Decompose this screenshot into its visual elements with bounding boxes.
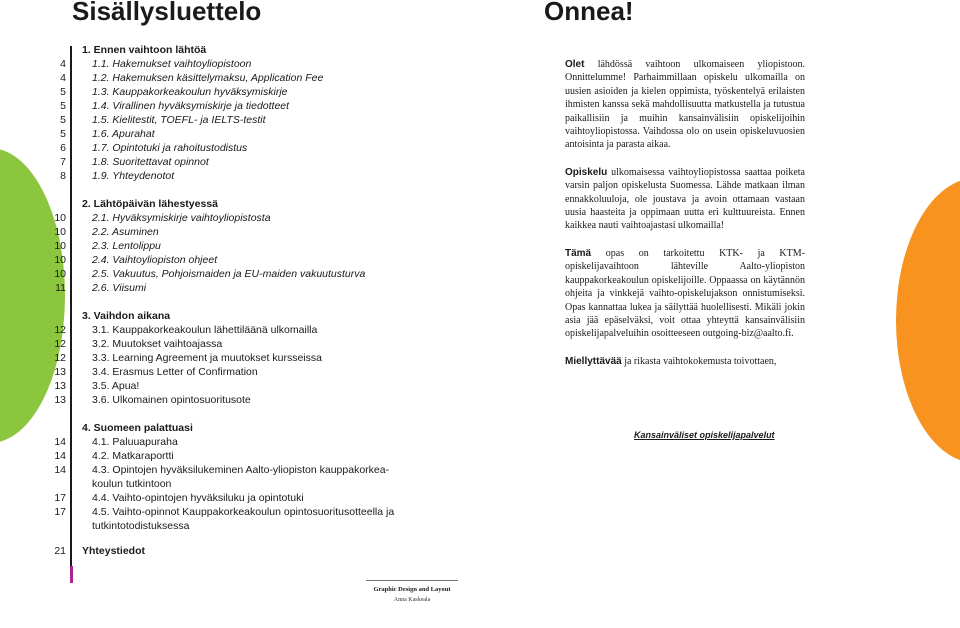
toc-page-number: 10 [54,226,66,238]
signature: Kansainväliset opiskelijapalvelut [634,430,775,440]
toc-page-number: 11 [55,282,66,294]
intro-paragraph-2 [565,166,805,233]
toc-label: 1.5. Kielitestit, TOEFL- ja IELTS-testit [92,114,266,126]
toc-label: 2.1. Hyväksymiskirje vaihtoyliopistosta [92,212,271,224]
toc-entry[interactable] [0,85,520,99]
toc-entry[interactable] [0,337,520,351]
toc-page-number: 8 [60,170,66,182]
toc-label: 1. Ennen vaihtoon lähtöä [82,44,207,56]
toc-page-number: 13 [54,394,66,406]
toc-page-number: 21 [54,545,66,557]
toc-entry[interactable] [0,365,520,379]
toc-label: 3.2. Muutokset vaihtoajassa [92,338,223,350]
intro-paragraph-3 [565,247,805,341]
credits-divider [366,580,458,581]
toc-label: 4.4. Vaihto-opintojen hyväksiluku ja opintotuki [92,492,304,504]
toc-entry[interactable] [0,127,520,141]
toc-entry[interactable] [0,323,520,337]
toc-page-number: 10 [54,240,66,252]
toc-section[interactable] [0,197,520,211]
toc-label: 1.6. Apurahat [92,128,155,140]
toc-page-number: 7 [60,156,66,168]
toc-entry[interactable] [0,225,520,239]
toc-label: 2.5. Vakuutus, Pohjoismaiden ja EU-maiden vakuutusturva [92,268,366,280]
page-title-congrats: Onnea! [544,0,634,26]
toc-entry[interactable] [0,211,520,225]
intro-lead-3: Tämä [565,247,592,259]
toc-label: 2. Lähtöpäivän lähestyessä [82,198,218,210]
toc-label: 4.1. Paluuapuraha [92,436,178,448]
toc-page-number: 4 [60,58,66,70]
toc-page-number: 4 [60,72,66,84]
toc-section[interactable] [0,544,520,558]
toc-page-number: 10 [54,254,66,266]
toc-section[interactable] [0,421,520,435]
toc-entry[interactable] [0,155,520,169]
credits-name: Anna Kaskeala [393,597,431,603]
intro-paragraph-4 [565,355,805,368]
toc-entry[interactable] [0,281,520,295]
toc-label: 1.9. Yhteydenotot [92,170,175,182]
toc-label: 1.8. Suoritettavat opinnot [92,156,209,168]
toc-entry[interactable] [0,435,520,449]
toc-entry[interactable] [0,267,520,281]
toc-entry[interactable] [0,253,520,267]
toc-label: 2.3. Lentolippu [92,240,161,252]
toc-page-number: 14 [54,464,66,476]
toc-entry[interactable] [0,57,520,71]
toc-entry[interactable] [0,141,520,155]
toc-entry[interactable] [0,113,520,127]
toc-page-number: 6 [60,142,66,154]
intro-body-3: opas on tarkoitettu KTK- ja KTM-opiskelijavaihtoon lähteville Aalto-yliopiston kauppakorkeakoulun opiskelijoille. Oppaassa on käytännön ohjeita ja vinkkejä vaihto-opiskelujakson onnistumiseksi. Opas kannattaa lukea ja säilyttää huolellisesti. Mikäli jokin asia jää epäselväksi, voit ottaa yhteyttä kansainvälisiin opiskelijapalveluihin osoitteeseen outgoing-biz@aalto.fi. [565,247,805,340]
toc-entry[interactable] [0,477,520,491]
toc-label: koulun tutkintoon [92,478,172,490]
toc-label: tutkintotodistuksessa [92,520,190,532]
toc-label: 4.2. Matkaraportti [92,450,174,462]
intro-lead-4: Miellyttävää [565,355,622,367]
toc-page-number: 13 [54,380,66,392]
intro-lead-1: Olet [565,59,585,70]
toc-page-number: 10 [54,212,66,224]
toc-page-number: 17 [54,492,66,504]
toc-label: 4.3. Opintojen hyväksilukeminen Aalto-yliopiston kauppakorkea- [92,464,390,476]
intro-body-1: lähdössä vaihtoon ulkomaiseen yliopistoon. Onnittelumme! Parhaimmillaan opiskelu ulkomailla on uusien asioiden ja kielen oppimista, työskentelyä erilaisten ihmisten kanssa sekä mahdollisuutta matkustella ja tutustua paikallisiin ja muihin kansainvälisiin opiskelijoihin vaihtoyliopistossa. Vaihdossa olo on usein opiskeluvuosien antoisinta ja parasta aikaa. [565,59,805,151]
toc-page-number: 5 [60,128,66,140]
toc-label: 4. Suomeen palattuasi [82,422,193,434]
toc-entry[interactable] [0,491,520,505]
toc-label: 3. Vaihdon aikana [82,310,171,322]
intro-paragraph-1 [565,58,805,152]
toc-entry[interactable] [0,351,520,365]
toc-label: 3.6. Ulkomainen opintosuoritusote [92,394,251,406]
toc-entry[interactable] [0,463,520,477]
toc-page-number: 12 [54,352,66,364]
toc-label: 1.7. Opintotuki ja rahoitustodistus [92,142,248,154]
decorative-orange-circle [896,178,960,463]
toc-page-number: 10 [54,268,66,280]
accent-bar [70,566,73,583]
toc-entry[interactable] [0,519,520,533]
intro-body-4: ja rikasta vaihtokokemusta toivottaen, [621,355,777,367]
toc-page-number: 17 [54,506,66,518]
toc-entry[interactable] [0,393,520,407]
toc-label: 3.4. Erasmus Letter of Confirmation [92,366,258,378]
toc-entry[interactable] [0,71,520,85]
toc-entry[interactable] [0,449,520,463]
toc-label: 2.6. Viisumi [92,282,147,294]
toc-label: 1.1. Hakemukset vaihtoyliopistoon [92,58,252,70]
toc-page-number: 13 [54,366,66,378]
toc-page-number: 14 [54,450,66,462]
credits-title: Graphic Design and Layout [373,586,451,593]
intro-text [565,58,805,382]
toc-entry[interactable] [0,169,520,183]
toc-page-number: 5 [60,114,66,126]
intro-lead-2: Opiskelu [565,166,608,178]
page-title-contents: Sisällysluettelo [72,0,262,26]
toc-label: 3.1. Kauppakorkeakoulun lähettiläänä ulkomailla [92,324,318,336]
toc-section[interactable] [0,43,520,57]
toc-page-number: 5 [60,100,66,112]
toc-label: 3.3. Learning Agreement ja muutokset kursseissa [92,352,322,364]
toc-label: 3.5. Apua! [92,380,140,392]
toc-label: 4.5. Vaihto-opinnot Kauppakorkeakoulun opintosuoritusotteella ja [92,506,395,518]
toc-page-number: 5 [60,86,66,98]
credits [366,580,458,605]
toc-page-number: 12 [54,338,66,350]
toc-page-number: 12 [54,324,66,336]
toc-entry[interactable] [0,379,520,393]
intro-body-2: ulkomaisessa vaihtoyliopistossa saattaa poiketa varsin paljon opiskelusta Suomessa. Lähde matkaan ilman ennakkoluuloja, ole joustava ja avoin ottamaan vastaan uusia haasteita ja oppimaan uutta eri kulttuureista. Ennen kaikkea nauti vaihtoajastasi ulkomailla! [565,166,805,232]
toc-label: 1.4. Virallinen hyväksymiskirje ja tiedotteet [92,100,290,112]
toc-label: 2.4. Vaihtoyliopiston ohjeet [92,254,218,266]
toc-label: 1.3. Kauppakorkeakoulun hyväksymiskirje [92,86,288,98]
toc-label: 2.2. Asuminen [92,226,159,238]
toc-entry[interactable] [0,239,520,253]
toc-page-number: 14 [54,436,66,448]
toc-entry[interactable] [0,99,520,113]
toc-section[interactable] [0,309,520,323]
toc-label: Yhteystiedot [82,545,146,557]
toc-entry[interactable] [0,505,520,519]
toc-label: 1.2. Hakemuksen käsittelymaksu, Application Fee [92,72,324,84]
